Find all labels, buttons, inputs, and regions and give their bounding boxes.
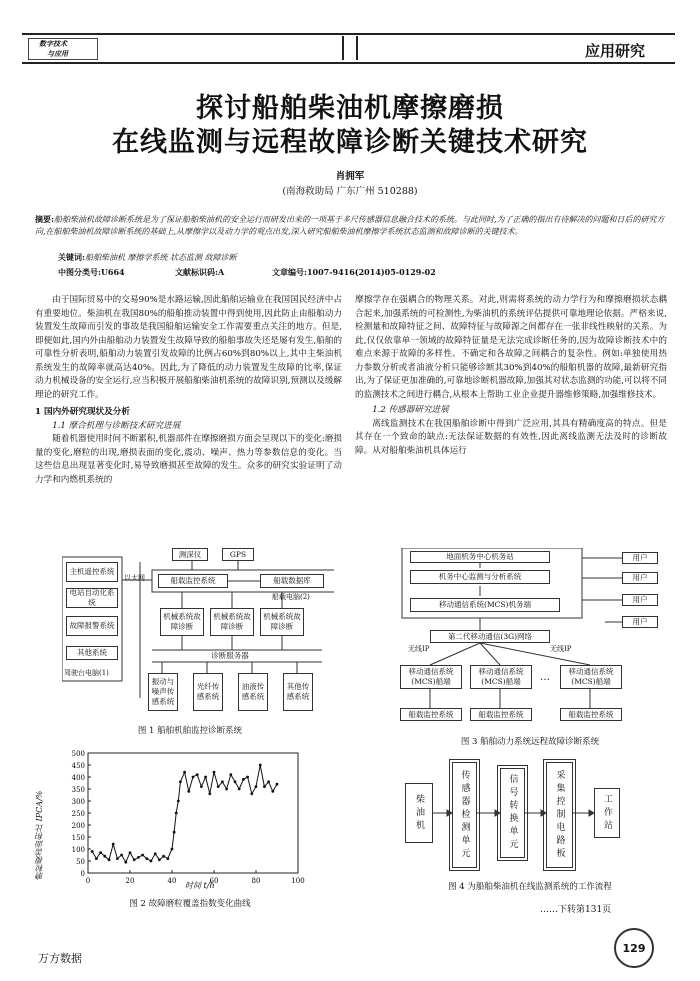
article-number: 文章编号:1007-9416(2014)05-0129-02 <box>272 267 436 277</box>
subsection-heading: 1.2 传感器研究进展 <box>372 405 449 415</box>
fig2-data-point <box>221 780 224 783</box>
left-column <box>35 294 342 487</box>
fig2-ytick-label: 500 <box>71 750 85 758</box>
fig3-user: 用户 <box>622 616 658 628</box>
fig1-sensor: 其他传感系统 <box>283 673 313 711</box>
fig1-left-footer: 驾驶台电脑(1) <box>64 669 109 677</box>
fig3-ellipsis: … <box>540 672 550 683</box>
fig2-data-point <box>196 773 199 776</box>
fig1-ship-pc: 船载电脑(2) <box>272 593 310 601</box>
fig2-data-point <box>259 764 262 767</box>
fig2-series-line <box>92 765 277 862</box>
fig2-xtick-label: 0 <box>85 877 91 885</box>
author: 肖拥军 <box>335 171 365 182</box>
fig2-data-point <box>179 780 182 783</box>
right-column <box>355 294 667 458</box>
fig2-xtick-label: 80 <box>251 877 261 885</box>
fig3-user: 用户 <box>622 552 658 564</box>
continued-note: ……下转第131页 <box>540 905 612 915</box>
document-code: 文献标识码:A <box>175 267 225 277</box>
fig2-xtick-label: 100 <box>291 877 305 885</box>
fig2-data-point <box>120 854 123 857</box>
fig2-data-point <box>141 854 144 857</box>
fig3-ship-mcs: 移动通信系统(MCS)船端 <box>470 665 532 689</box>
fig3-wireless-label: 无线IP <box>550 645 572 653</box>
fig2-ytick-label: 0 <box>80 870 85 878</box>
fig2-data-point <box>177 800 180 803</box>
fig2-xtick-label: 60 <box>209 877 219 885</box>
fig2-data-point <box>112 843 115 846</box>
body-paragraph: 由于国际贸易中的交易90%是水路运输,因此船舶运输业在我国国民经济中占有重要地位。柴油机在我国80%的船舶推动装置中得到使用,因此防止由船舶动力装置发生故障而引发的事故是我国船舶运输安全工作需要重点关注的地方。但是,即便如此,国内外由船舶动力装置发生故障导致的船舶事故失还是屡有发生,船舶的可靠性分析表明,船舶动力装置引发故障的比例占60%到80%以上,其中主柴油机系统发生的故障率就高达40%。因此,为了降低的动力装置发生故障的比率,保证动力机械设备的安全运行,应当积极开展船舶柴油机系统的故障识别,预测以及缓解理论的研究工作。 <box>35 295 342 400</box>
fig3-ship-monitor: 船载监控系统 <box>560 708 622 721</box>
fig2-data-point <box>171 848 174 851</box>
fig1-left-item: 电站自动化系统 <box>66 588 118 608</box>
title-line1: 探讨船舶柴油机摩擦磨损 <box>196 93 504 124</box>
fig2-ytick-label: 150 <box>71 834 85 842</box>
fig2-data-point <box>108 858 111 861</box>
fig2-data-point <box>200 785 203 788</box>
fig2-data-point <box>192 776 195 779</box>
title-line2: 在线监测与远程故障诊断关键技术研究 <box>112 127 588 158</box>
fig4-caption: 图 4 为船舶柴油机在线监测系统的工作流程 <box>448 882 612 892</box>
badge-line2: 与应用 <box>47 49 68 58</box>
keywords-label: 关键词: <box>58 252 85 262</box>
fig1-diag: 机械系统故障诊断 <box>160 608 204 636</box>
fig1-left-item: 故障报警系统 <box>66 616 118 636</box>
figure-3 <box>400 548 665 723</box>
fig2-chart <box>58 748 323 898</box>
fig3-center-db: 地面机务中心机务站 <box>410 551 550 563</box>
fig3-network: 第二代移动通信(3G)网络 <box>430 630 550 643</box>
fig1-sensor: 油液传感系统 <box>238 673 268 711</box>
fig2-data-point <box>271 790 274 793</box>
clc-number: 中图分类号:U664 <box>58 267 125 277</box>
header-rule-bottom <box>22 62 675 64</box>
fig4-box: 信号转换单元 <box>500 768 525 858</box>
fig2-data-point <box>150 860 153 863</box>
body-paragraph: 离线监测技术在我国船舶诊断中得到广泛应用,其具有精确度高的特点。但是其存在一个致命的缺点:无法保证数据的有效性,因此离线监测无法及时的诊断故障。从对船舶柴油机具体运行 <box>355 418 667 456</box>
page-number: 129 <box>614 928 654 968</box>
fig2-data-point <box>154 852 157 855</box>
header-divider-bars <box>340 36 362 60</box>
section-heading: 1 国内外研究现状及分析 <box>35 407 130 417</box>
fig2-data-point <box>129 851 132 854</box>
fig3-ship-monitor: 船载监控系统 <box>400 708 462 721</box>
figure-4 <box>405 758 665 873</box>
fig1-caption: 图 1 船舶机舶监控诊断系统 <box>137 726 243 736</box>
fig2-data-point <box>137 856 140 859</box>
fig2-data-point <box>158 858 161 861</box>
fig2-ytick-label: 100 <box>71 846 85 854</box>
keywords-text: 船舶柴油机 摩擦学系统 状态监测 故障诊断 <box>84 253 237 262</box>
fig4-box: 工作站 <box>594 788 620 838</box>
journal-badge <box>28 38 98 60</box>
subsection-heading: 1.1 摩合机理与诊断技术研究进展 <box>52 420 181 431</box>
badge-line1: 数字技术 <box>39 39 67 48</box>
fig1-diag: 机械系统故障诊断 <box>260 608 304 636</box>
fig2-ytick-label: 300 <box>71 798 85 806</box>
body-paragraph: 摩擦学存在强耦合的物理关系。对此,则需将系统的动力学行为和摩擦磨损状态耦合起来,加强系统的可检测性,为柴油机的系统评估提供可靠地理论依据。严格来说,检测量和故障特征之间、故障特征与故障源之间都存在一张非线性映射的关系。为此,仅仅依靠单一领域的故障特征量是无法完成诊断任务的,因为故障诊断技术中的难点来源于故障的多样性、不确定和各故障之间耦合的复杂性。例如:单独使用热力参数分析或者油液分析只能够诊断其30%到40%的船舶机器的故障,最新研究指出,为了保证更加准确的,可靠地诊断机器故障,加强其对状态监测的功能,可以将不同的监测技术之间进行耦合,从根本上帮助工业企业提升器维修策略,加强维修技术。 <box>355 295 667 400</box>
fig1-server: 诊断服务器 <box>211 651 249 660</box>
fig3-center-mcs: 移动通信系统(MCS)机务端 <box>410 598 560 612</box>
fig2-data-point <box>99 851 102 854</box>
fig2-data-point <box>263 785 266 788</box>
fig2-data-point <box>145 857 148 860</box>
fig2-data-point <box>267 780 270 783</box>
fig2-ytick-label: 200 <box>71 822 85 830</box>
fig2-data-point <box>133 858 136 861</box>
fig2-data-point <box>246 776 249 779</box>
fig2-data-point <box>250 792 253 795</box>
fig3-caption: 图 3 船舶动力系统远程故障诊断系统 <box>460 737 600 747</box>
fig1-left-item: 主机遥控系统 <box>66 562 118 582</box>
fig2-data-point <box>175 812 178 815</box>
fig3-center-monitor: 机务中心监测与分析系统 <box>410 570 550 584</box>
abstract <box>35 213 665 238</box>
footer-logo: 万方数据 <box>38 952 82 965</box>
fig1-sensor: 光纤传感系统 <box>193 673 223 711</box>
fig2-xtick-label: 20 <box>125 877 135 885</box>
fig2-data-point <box>242 778 245 781</box>
body-paragraph: 随着机器使用时间不断累积,机器部件在摩擦磨损方面会呈现以下的变化:磨损量的变化,磨粒的出现,磨损表面的变化,震动、噪声、热力等参数信息的变化。当这些信息出现显著变化时,易导致磨损甚至故障的发生。众多的研究实验证明了动力学和内燃机系统的 <box>35 434 342 485</box>
fig4-box: 柴油机 <box>405 783 433 843</box>
fig2-axes-frame <box>88 753 298 873</box>
fig1-monitor: 船载监控系统 <box>158 574 228 588</box>
fig2-ylabel: 磨粒覆盖面积比 IPCA/% <box>35 790 44 880</box>
fig1-diag: 机械系统故障诊断 <box>210 608 254 636</box>
fig2-ytick-label: 50 <box>76 858 85 866</box>
header-rule-top <box>22 33 675 35</box>
fig4-arrows <box>405 758 665 873</box>
fig2-caption: 图 2 故障磨粒覆盖指数变化曲线 <box>129 899 251 909</box>
fig2-data-point <box>204 776 207 779</box>
fig2-data-point <box>234 780 237 783</box>
fig2-data-point <box>183 771 186 774</box>
fig2-xtick-label: 40 <box>167 877 177 885</box>
fig1-database: 船载数据库 <box>260 574 324 588</box>
fig2-ytick-label: 350 <box>71 786 85 794</box>
fig2-xlabel: 时间 t/h <box>185 881 215 890</box>
keywords <box>58 252 237 263</box>
fig2-data-point <box>208 792 211 795</box>
fig2-ytick-label: 400 <box>71 774 85 782</box>
fig1-ethernet: 以太网 <box>124 574 145 582</box>
fig2-data-point <box>238 788 241 791</box>
figure-1 <box>62 548 334 713</box>
fig2-data-point <box>173 831 176 834</box>
fig3-ship-monitor: 船载监控系统 <box>470 708 532 721</box>
fig3-ship-mcs: 移动通信系统(MCS)船端 <box>560 665 622 689</box>
fig3-user: 用户 <box>622 572 658 584</box>
fig2-data-point <box>217 785 220 788</box>
fig2-data-point <box>255 785 258 788</box>
fig1-sensor: 振动与噪声传感系统 <box>148 673 178 711</box>
fig2-ytick-label: 450 <box>71 762 85 770</box>
abstract-label: 摘要: <box>35 214 54 224</box>
fig2-data-point <box>225 788 228 791</box>
fig3-ship-mcs: 移动通信系统(MCS)船端 <box>400 665 462 689</box>
fig2-data-point <box>187 790 190 793</box>
section-title: 应用研究 <box>585 42 646 60</box>
fig2-data-point <box>166 857 169 860</box>
fig2-data-point <box>162 855 165 858</box>
fig2-data-point <box>95 857 98 860</box>
fig3-wireless-label: 无线IP <box>408 645 430 653</box>
fig2-ytick-label: 250 <box>71 810 85 818</box>
fig3-user: 用户 <box>622 594 658 606</box>
fig2-data-point <box>213 771 216 774</box>
fig2-data-point <box>103 855 106 858</box>
fig2-data-point <box>276 783 279 786</box>
fig1-gps: GPS <box>222 548 254 561</box>
affiliation: (南海救助局 广东广州 510288) <box>282 186 418 197</box>
fig1-left-item: 其他系统 <box>66 646 118 660</box>
fig4-box: 传感器检测单元 <box>452 762 477 868</box>
fig1-tester: 测深仪 <box>172 548 208 561</box>
fig4-box: 采集控制电路板 <box>546 762 573 868</box>
fig2-data-point <box>229 773 232 776</box>
abstract-text: 船舶柴油机故障诊断系统是为了保证船舶柴油机的安全运行而研发出来的一项基于多尺传感器信息融合技术的系统。与此同时,为了正确的指出有待解决的问题和日后的研究方向,在船舶柴油机故障诊断系统的基础上,从摩擦学以及动力学的观点出发,深入研究船舶柴油机摩擦学系统状态监测和故障诊断的关键技术。 <box>35 215 665 236</box>
fig2-data-point <box>116 857 119 860</box>
fig2-data-point <box>91 850 94 853</box>
fig2-data-point <box>124 861 127 864</box>
